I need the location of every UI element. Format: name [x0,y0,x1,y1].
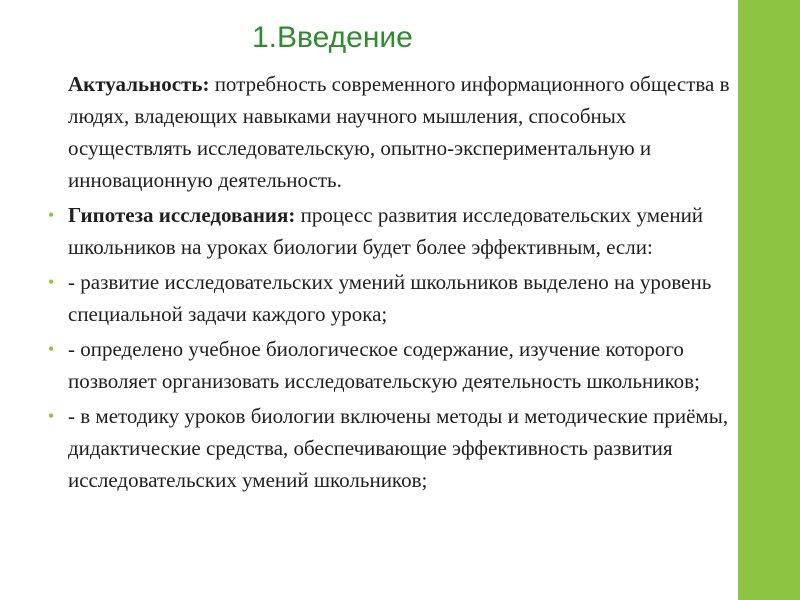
list-item [48,400,734,496]
paragraph-lead: Гипотеза исследования: [68,203,296,227]
bullet-icon: • [48,205,55,225]
side-accent-bar [738,0,800,600]
paragraph-relevance [48,68,734,196]
bullet-icon: • [48,272,55,292]
list-item [48,333,734,397]
paragraph-text: процесс развития исследовательских умений школьников на уроках биологии будет более эффективным, если: [68,203,704,259]
paragraph-hypothesis [48,199,734,263]
paragraph-text: - развитие исследовательских умений школьников выделено на уровень специальной задачи каждого урока; [68,270,712,326]
slide-title: 1.Введение [252,21,413,54]
bullet-icon: • [48,339,55,359]
paragraph-text: - определено учебное биологическое содержание, изучение которого позволяет организовать исследовательскую деятельность школьников; [68,337,700,393]
slide-content [48,68,734,499]
paragraph-lead: Актуальность: [68,72,210,96]
paragraph-text: - в методику уроков биологии включены методы и методические приёмы, дидактические средства, обеспечивающие эффективность развития исследовательских умений школьников; [68,404,729,492]
paragraph-text: потребность современного информационного общества в людях, владеющих навыками научного мышления, способных осуществлять исследовательскую, опытно-экспериментальную и инновационную деятельность. [68,72,730,192]
bullet-icon: • [48,406,55,426]
list-item [48,266,734,330]
